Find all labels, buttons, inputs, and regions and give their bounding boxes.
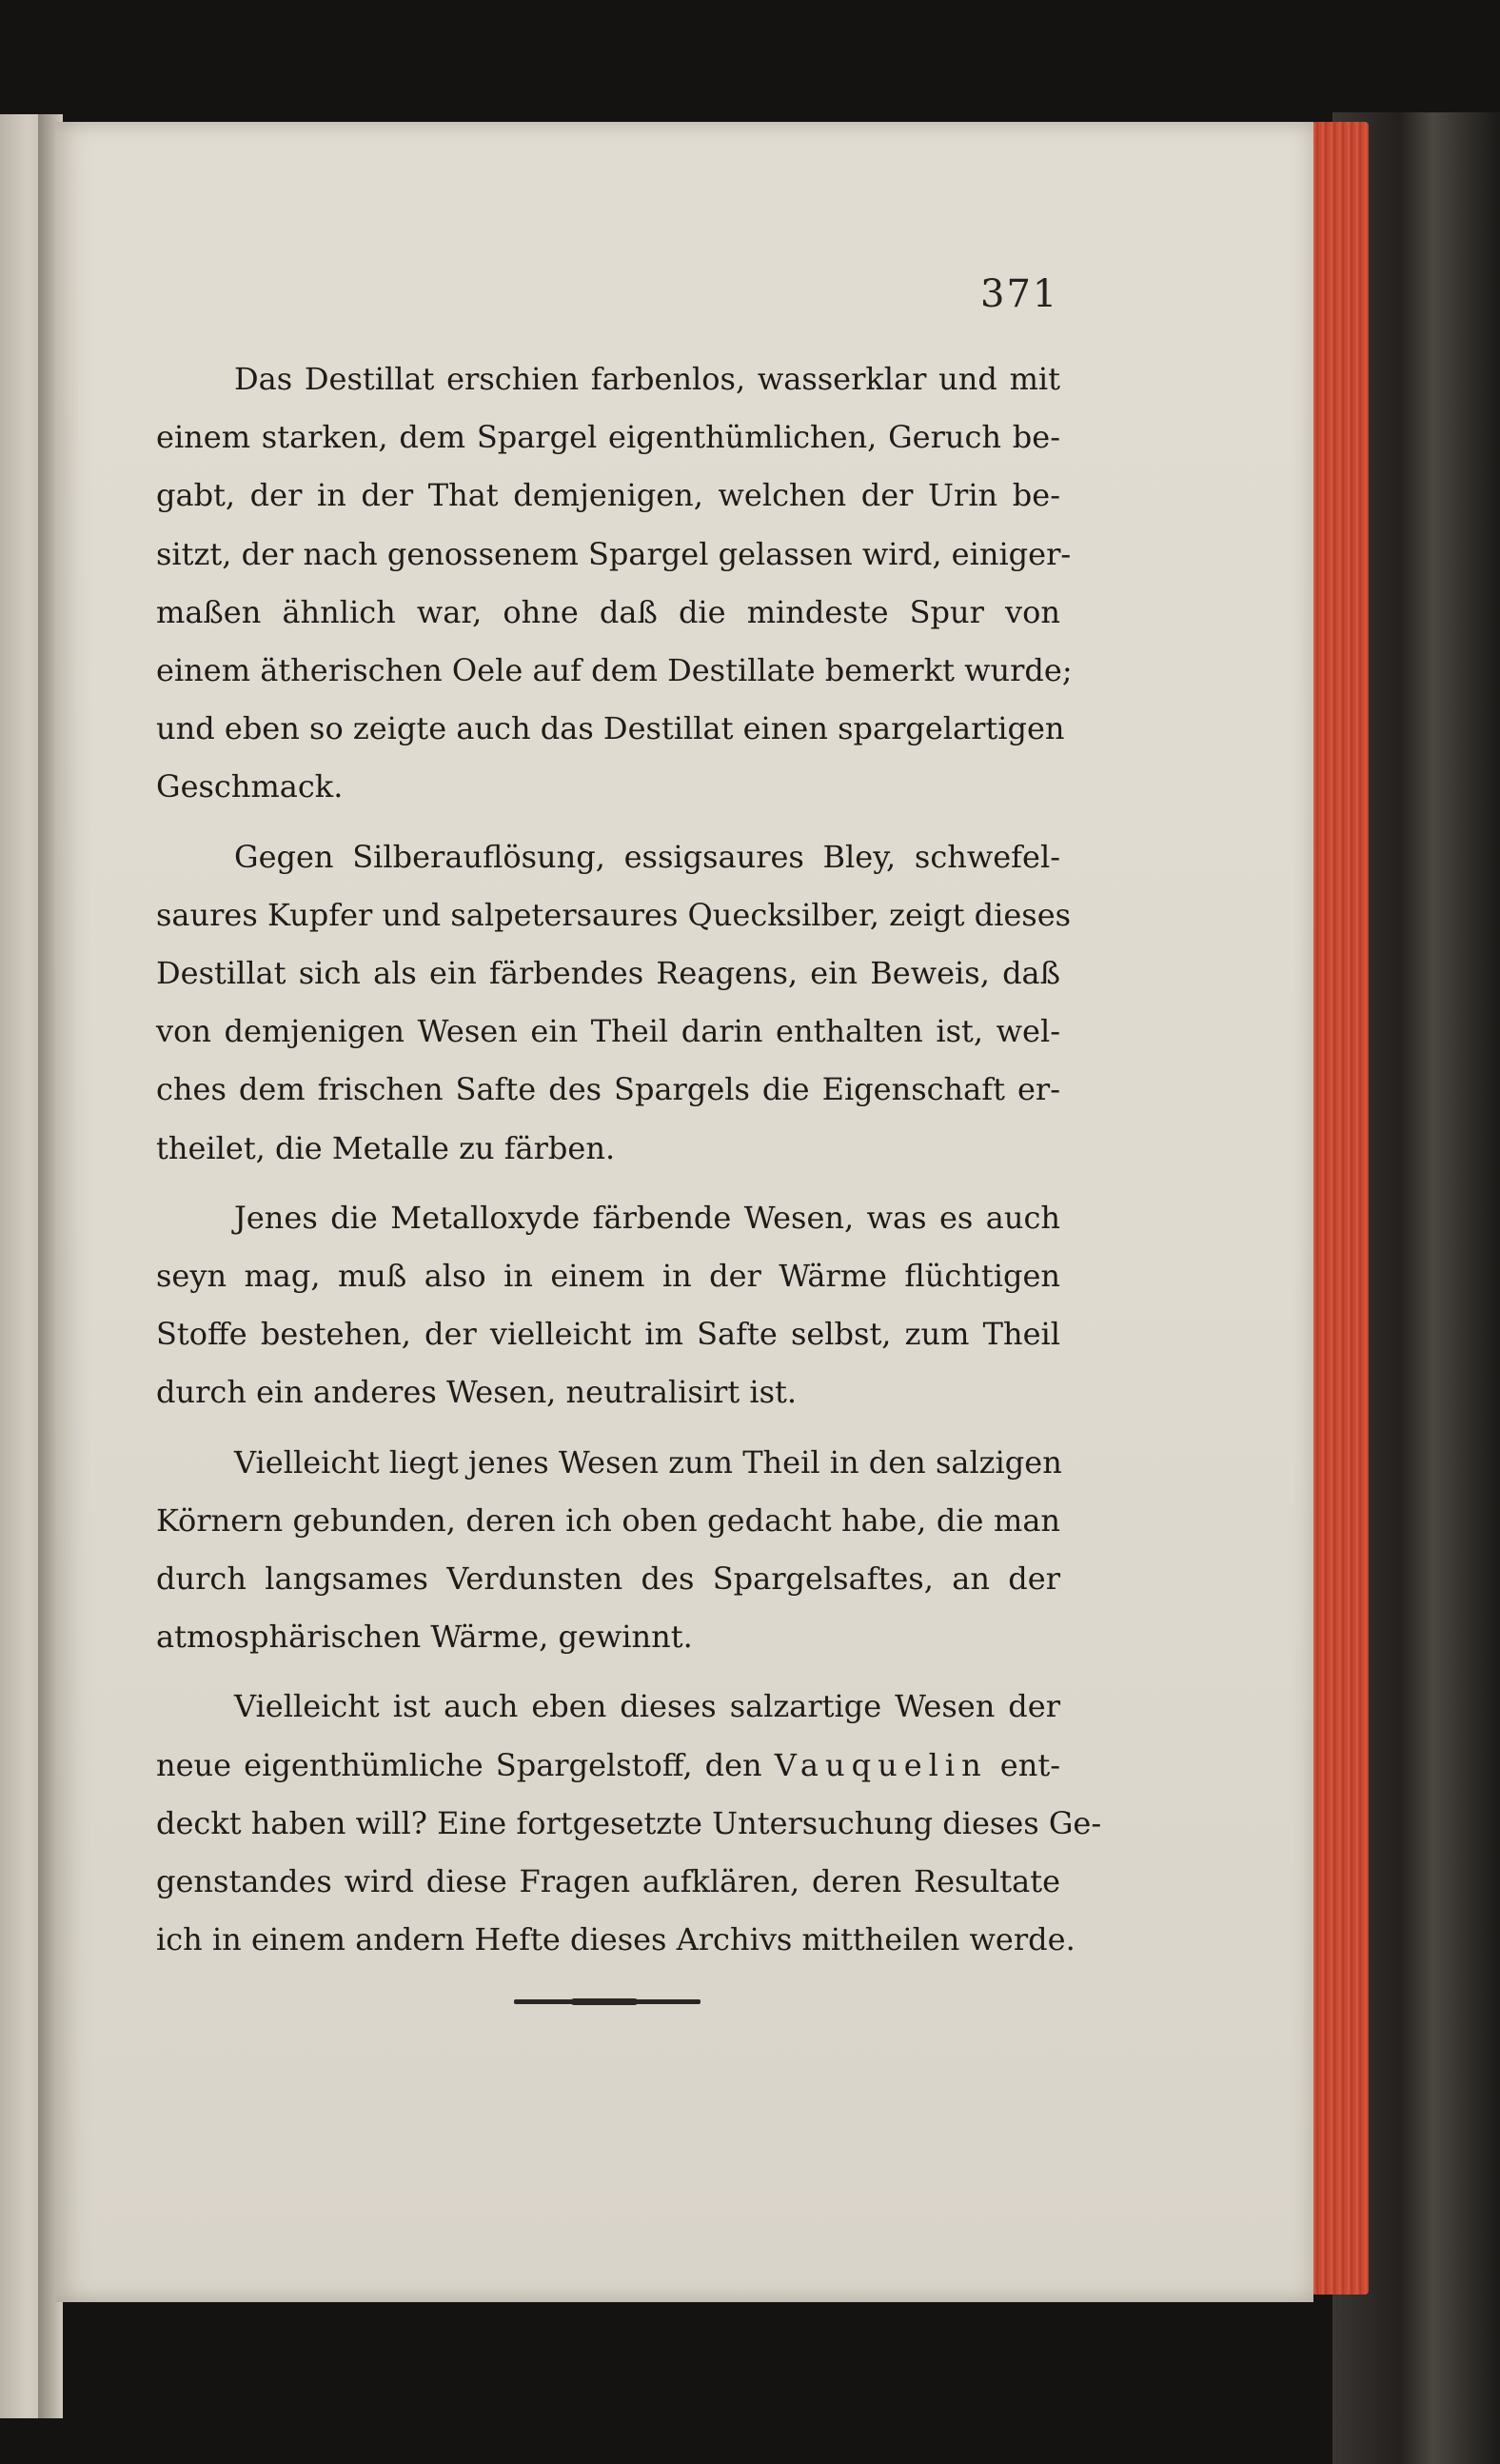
text-line: atmosphärischen Wärme, gewinnt. [156,1619,693,1656]
paragraph-2 [156,828,1072,1178]
text-line: Körnern gebunden, deren ich oben gedacht habe, die man [156,1501,1060,1539]
text-line: seyn mag, muß also in einem in der Wärme flüchtigen [156,1258,1060,1295]
text-line: saures Kupfer und salpetersaures Quecksilber, zeigt dieses [156,896,1072,933]
author-name-spaced: Vauquelin [774,1746,988,1783]
text-line: maßen ähnlich war, ohne daß die mindeste Spur von [156,593,1060,630]
page-body [156,350,1102,1969]
text-line: durch langsames Verdunsten des Spargelsaftes, an der [156,1560,1060,1598]
paragraph-4 [156,1434,1060,1667]
text-line: genstandes wird diese Fragen aufklären, deren Resultate [156,1863,1060,1900]
text-line: durch ein anderes Wesen, neutralisirt ist. [156,1374,798,1411]
paragraph-3 [156,1189,1060,1422]
text-line: deckt haben will? Eine fortgesetzte Untersuchung dieses Ge- [156,1804,1102,1841]
text-line: und eben so zeigte auch das Destillat einen spargelartigen [156,710,1065,747]
text-line: Vielleicht ist auch eben dieses salzartige Wesen der [234,1688,1060,1725]
red-page-edges [1312,122,1369,2295]
text-line: theilet, die Metalle zu färben. [156,1129,616,1166]
text-line: ches dem frischen Safte des Spargels die Eigenschaft er- [156,1071,1060,1108]
text-line [156,1737,1060,1795]
text-line: Vielleicht liegt jenes Wesen zum Theil in den salzigen [234,1443,1062,1480]
page-number: 371 [980,272,1059,316]
text-line: Geschmack. [156,768,344,805]
text-line: einem ätherischen Oele auf dem Destillate bemerkt wurde; [156,652,1073,689]
text-line: von demjenigen Wesen ein Theil darin enthalten ist, wel- [156,1013,1060,1050]
text-line: einem starken, dem Spargel eigenthümlichen, Geruch be- [156,419,1060,456]
text-line: Das Destillat erschien farbenlos, wasserklar und mit [234,361,1060,397]
text-line: ich in einem andern Hefte dieses Archivs mittheilen werde. [156,1921,1076,1958]
text-line: Stoffe bestehen, der vielleicht im Safte selbst, zum Theil [156,1316,1060,1353]
text-line: Jenes die Metalloxyde färbende Wesen, was es auch [234,1199,1060,1236]
text-line: gabt, der in der That demjenigen, welchen der Urin be- [156,477,1060,514]
text-fragment: neue eigenthümliche Spargelstoff, den [156,1746,762,1783]
text-fragment: ent- [999,1746,1061,1783]
text-line: Gegen Silberauflösung, essigsaures Bley, schwefel- [234,838,1060,875]
paragraph-1 [156,350,1073,817]
end-rule [514,1999,701,2004]
text-line: sitzt, der nach genossenem Spargel gelassen wird, einiger- [156,535,1072,572]
paragraph-5 [156,1678,1102,1969]
text-line: Destillat sich als ein färbendes Reagens, ein Beweis, daß [156,955,1060,992]
